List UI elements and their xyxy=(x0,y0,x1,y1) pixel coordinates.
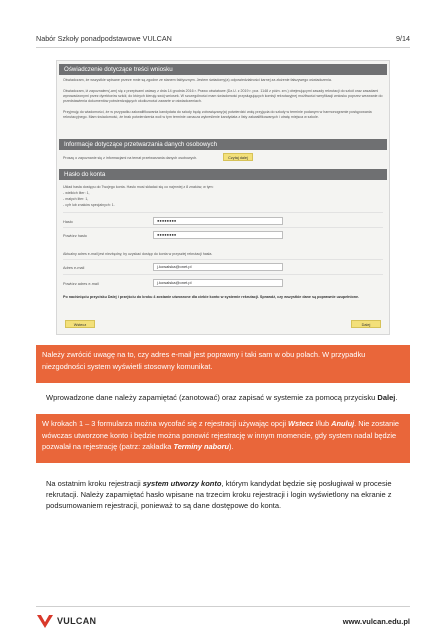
divider xyxy=(63,274,383,275)
cancel-note-end: ). xyxy=(229,442,234,451)
footer-divider xyxy=(36,606,410,607)
password-rules-intro: Układ hasła dostępu do Twojego konta. Hasło musi składać się co najmniej z 8 znaków, w tym: xyxy=(63,185,214,189)
account-creation-note: Po naciśnięciu przycisku Dalej i przejściu do kroku 4 zostanie utworzone dla ciebie konto w systemie rekrutacji. Sprawdź, czy wszystkie dane są poprawnie uzupełnione. xyxy=(63,295,360,299)
section-statement-title: Oświadczenie dotyczące treści wniosku xyxy=(59,64,387,75)
email-label: Adres e-mail xyxy=(63,266,85,270)
back-button[interactable]: Wstecz xyxy=(65,320,95,328)
account-paragraph-text: Na ostatnim kroku rejestracji xyxy=(46,479,143,488)
form-screenshot xyxy=(56,60,390,335)
password-rule: - wielkich liter: 1, xyxy=(63,191,90,195)
cancel-note-tab-name: Terminy naboru xyxy=(173,442,230,451)
statement-paragraph-1: Oświadczam, że wszystkie wpisane przeze mnie są zgodne ze stanem faktycznym. Jestem świadomy(a) odpowiedzialności karnej za złożenie fałszywego oświadczenia. xyxy=(63,78,332,82)
footer-website[interactable]: www.vulcan.edu.pl xyxy=(342,617,410,626)
header-title: Nabór Szkoły ponadpodstawowe VULCAN xyxy=(36,34,172,43)
account-creation-paragraph xyxy=(46,478,400,511)
statement-paragraph-2: Oświadczam, iż zapoznałem(-am) się z przepisami ustawy z dnia 14 grudnia 2016 r. Prawo oświatowe (Dz.U. z 2019 r. poz. 1148 z późn. zm.) obejmującymi zasady rekrutacji do szkół oraz zasadami wprowadzonymi przez dyrektorów szkół, do których kieruję swój wniosek. W szczególności mam świadomość przysługujących komisji rekrutacyjnej możliwości weryfikacji wniosku poprzez wezwanie do przedstawienia dokumentów potwierdzających okoliczności zawarte w oświadczeniach. xyxy=(63,89,383,104)
email-note: Aktualny adres e-mail jest niezbędny, by uzyskać dostęp do konta w przyszłej rekrutacji hasła. xyxy=(63,252,213,256)
email-warning-note: Należy zwrócić uwagę na to, czy adres e-mail jest poprawny i taki sam w obu polach. W przypadku niezgodności system wyświetli stosowny komunikat. xyxy=(36,345,410,383)
password-input[interactable]: ●●●●●●●● xyxy=(153,217,283,225)
account-paragraph-emphasis: system utworzy konto xyxy=(142,479,222,488)
vulcan-logo xyxy=(36,612,96,630)
privacy-text: Proszę o zapoznanie się z informacjami na temat przetwarzania danych osobowych. xyxy=(63,156,198,160)
password-rule: - małych liter: 1, xyxy=(63,197,89,201)
password-label: Hasło xyxy=(63,220,73,224)
save-instruction-button-name: Dalej xyxy=(377,393,396,402)
account-paragraph-rest: , którym kandydat będzie się posługiwał w procesie rekrutacji. Należy zapamiętać hasło wpisane na trzecim kroku rejestracji i login wyświetlony na ekranie z podsumowaniem rejestracji, ponieważ to są dane dostępowe do konta. xyxy=(46,479,392,510)
password-rule: - cyfr lub znaków specjalnych: 1. xyxy=(63,203,115,207)
section-privacy-title: Informacje dotyczące przetwarzania danych osobowych xyxy=(59,139,387,150)
vulcan-logo-icon xyxy=(36,613,54,629)
section-password-title: Hasło do konta xyxy=(59,169,387,180)
logo-text: VULCAN xyxy=(57,616,97,626)
cancel-note-cancel-option: Anuluj xyxy=(331,419,355,428)
cancel-note-back-option: Wstecz xyxy=(288,419,314,428)
cancel-note-text: W krokach 1 – 3 formularza można wycofać się z rejestracji używając opcji xyxy=(42,419,289,428)
next-button[interactable]: Dalej xyxy=(351,320,381,328)
repeat-password-input[interactable]: ●●●●●●●● xyxy=(153,231,283,239)
cancel-note-text-2: . Nie zostanie wówczas utworzone konto i będzie można ponowić rejestrację w innym momencie, gdy system nadal będzie pozwalał na rejestrację (patrz: zakładka xyxy=(42,419,399,451)
read-more-button[interactable]: Czytaj dalej xyxy=(223,153,253,161)
divider xyxy=(63,212,383,213)
repeat-password-label: Powtórz hasło xyxy=(63,234,87,238)
save-instruction-end: . xyxy=(395,393,398,402)
page-number: 9/14 xyxy=(396,34,410,43)
statement-paragraph-3: Przyjmuję do wiadomości, że w przypadku zakwalifikowania kandydata do szkoły będę zobowiązany(a) potwierdzić wolę przyjęcia do szkoły w terminie podanym w harmonogramie postępowania rekrutacyjnego. Mam świadomość, że brak potwierdzenia woli w tym terminie oznacza wykreślenie kandydata z listy zakwalifikowanych i utratę miejsca w szkole. xyxy=(63,110,372,120)
repeat-email-input[interactable]: j.kowalska@onet.pl xyxy=(153,279,283,287)
email-input[interactable]: j.kowalska@onet.pl xyxy=(153,263,283,271)
page-header xyxy=(36,34,410,46)
cancel-note-and: i/lub xyxy=(313,419,332,428)
save-instruction xyxy=(46,392,400,403)
divider xyxy=(63,227,383,228)
save-instruction-text: Wprowadzone dane należy zapamiętać (zanotować) oraz zapisać w systemie za pomocą przycisku xyxy=(46,393,378,402)
divider xyxy=(63,259,383,260)
repeat-email-label: Powtórz adres e-mail xyxy=(63,282,99,286)
cancel-registration-note xyxy=(36,414,410,463)
header-divider xyxy=(36,47,410,48)
